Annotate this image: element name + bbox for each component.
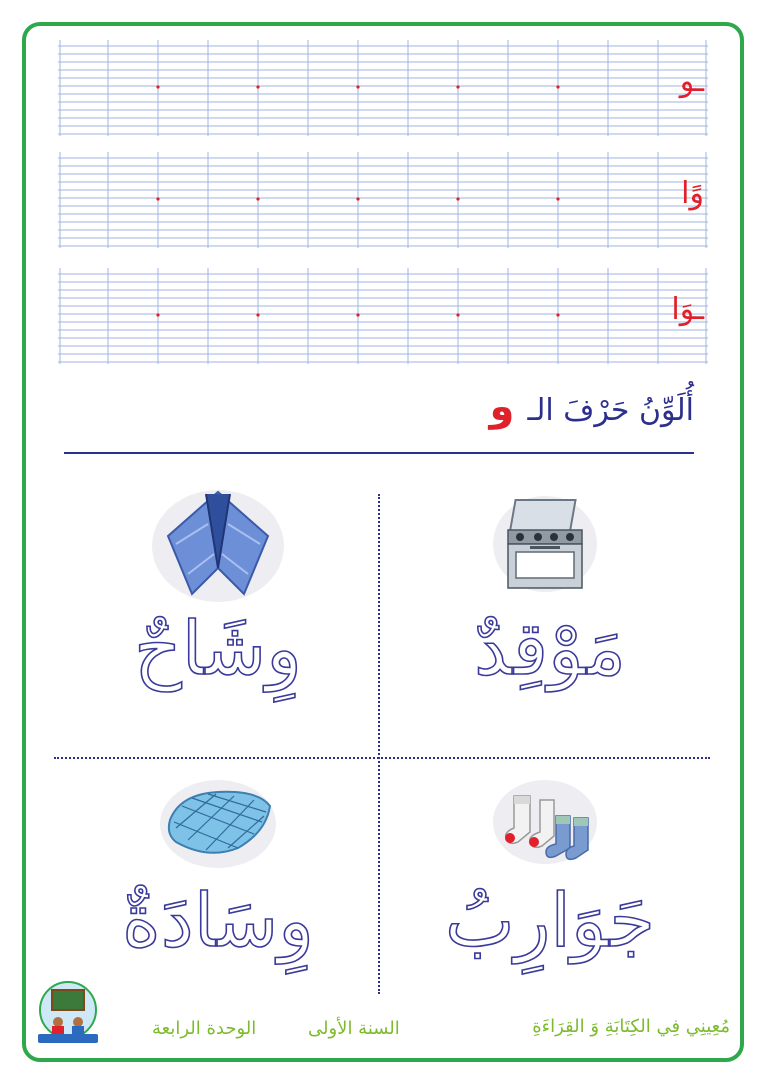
tracing-model-letter: ـوَا xyxy=(671,292,704,327)
section-divider xyxy=(64,452,694,454)
tracing-row-1 xyxy=(58,40,708,136)
word-card-stove xyxy=(390,480,710,750)
instruction-letter: و xyxy=(489,384,515,430)
word-outline: وِسَادَةٌ xyxy=(121,878,314,964)
word-card-shawl xyxy=(58,480,378,750)
tracing-model-letter: ـو xyxy=(679,64,704,99)
footer-unit: الوحدة الرابعة xyxy=(152,1018,257,1039)
pillow-icon xyxy=(158,776,278,870)
gas-stove-icon xyxy=(490,486,600,596)
instruction-text: أُلَوِّنُ حَرْفَ الـ xyxy=(527,393,694,428)
grid-vertical-divider xyxy=(378,494,380,994)
tracing-row-3 xyxy=(58,268,708,364)
socks-icon xyxy=(490,776,600,868)
word-card-socks xyxy=(390,766,710,1036)
word-outline: وِشَاحٌ xyxy=(133,606,303,692)
tracing-model-letter: وًا xyxy=(681,176,704,211)
word-card-pillow xyxy=(58,766,378,1036)
tracing-row-2 xyxy=(58,152,708,248)
footer-grade: السنة الأولى xyxy=(308,1018,400,1039)
grid-horizontal-divider xyxy=(54,757,710,759)
handwriting-lines xyxy=(58,152,708,248)
page-footer xyxy=(60,1016,730,1046)
knitted-shawl-icon xyxy=(148,484,288,604)
word-outline: مَوْقِدٌ xyxy=(473,606,627,692)
handwriting-lines xyxy=(58,268,708,364)
instruction xyxy=(64,384,694,440)
handwriting-lines xyxy=(58,40,708,136)
footer-book-title: مُعِينِي فِي الكِتَابَةِ وَ القِرَاءَةِ xyxy=(532,1016,730,1037)
word-outline: جَوَارِبُ xyxy=(445,878,655,964)
